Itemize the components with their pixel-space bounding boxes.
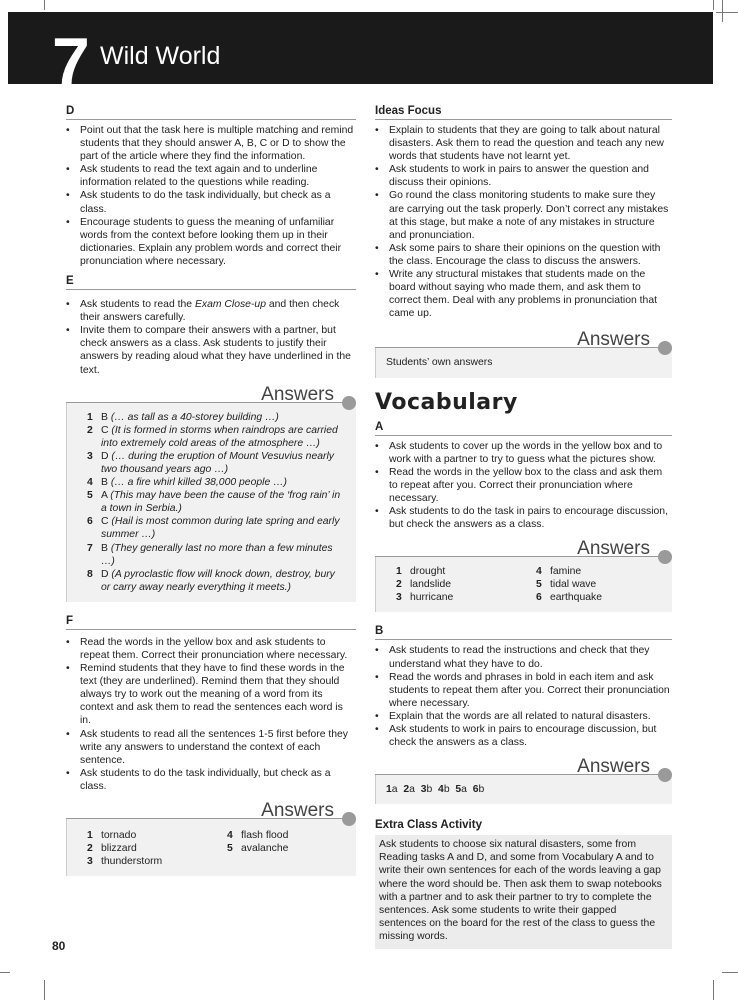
answer-item: 5 avalanche — [227, 843, 289, 855]
list-item: • Go round the class monitoring students to make sure they are carrying out the task properly. Don’t correct any mistakes at this stage, but make a note of any mistakes in structure and pronunciation. — [375, 189, 672, 241]
left-column — [66, 104, 356, 876]
crop-mark — [722, 0, 723, 22]
answer-text: Students’ own answers — [386, 357, 493, 369]
answer-item: 2 blizzard — [87, 843, 137, 855]
list-item: • Explain that the words are all related to natural disasters. — [375, 710, 672, 723]
unit-number: 7 — [52, 24, 88, 100]
answers-box-f — [66, 819, 356, 876]
answers-box-e — [66, 403, 356, 602]
list-item: • Ask students to do the task individually, but check as a class. — [66, 189, 356, 215]
answer-item: 5 tidal wave — [536, 579, 597, 591]
vocabulary-title: Vocabulary — [375, 389, 518, 415]
answers-box-vocab-a — [375, 557, 672, 612]
answer-item: 4 flash flood — [227, 830, 289, 842]
answer-row: 7 B (They generally last no more than a few minutes …) — [87, 542, 333, 567]
vocab-a-list — [375, 440, 672, 532]
list-item: • Ask students to read the Exam Close-up and then check their answers carefully. — [66, 298, 356, 324]
list-item: • Ask some pairs to share their opinions on the question with the class. Encourage the class to discuss the answers. — [375, 242, 672, 268]
list-item: • Read the words in the yellow box to the class and ask them to repeat after you. Correct their pronunciation where necessary. — [375, 466, 672, 505]
answer-row: 8 D (A pyroclastic flow will knock down, destroy, bury or carry away nearly everything it meets.) — [87, 568, 335, 593]
answer-row: 4 B (… a fire whirl killed 38,000 people …) — [87, 477, 287, 489]
answers-header-vocab-a — [375, 531, 672, 560]
crop-mark — [0, 972, 10, 973]
answers-header-ideas — [375, 322, 672, 351]
section-f-list — [66, 636, 356, 793]
answer-item: 5a — [455, 784, 467, 796]
answers-label: Answers — [261, 800, 334, 822]
extra-class-activity-heading: Extra Class Activity — [375, 819, 482, 832]
answer-item: 1 tornado — [87, 830, 137, 842]
list-item: • Ask students to work in pairs to answer the question and discuss their opinions. — [375, 163, 672, 189]
extra-class-activity-box — [375, 835, 672, 949]
answer-item: 6b — [472, 784, 485, 796]
answer-item: 4 famine — [536, 566, 582, 578]
crop-mark — [716, 12, 738, 13]
answer-item: 3 hurricane — [396, 592, 454, 604]
answer-row: 3 D (… during the eruption of Mount Vesuvius nearly two thousand years ago …) — [87, 450, 334, 475]
list-item: • Read the words and phrases in bold in each item and ask students to repeat them after you. Correct their pronunciation where necessary. — [375, 671, 672, 710]
answer-item: 1 drought — [396, 566, 446, 578]
answers-box-vocab-b — [375, 775, 672, 804]
answer-row: 6 C (Hail is most common during late spring and early summer …) — [87, 516, 340, 541]
crop-mark — [713, 0, 714, 10]
answers-header-vocab-b — [375, 749, 672, 778]
answer-item: 2 landslide — [396, 579, 452, 591]
vocab-b-list — [375, 644, 672, 749]
answer-item: 1a — [386, 784, 398, 796]
list-item: • Ask students to read all the sentences 1-5 first before they write any answers to understand the context of each sentence. — [66, 728, 356, 767]
answer-item: 6 earthquake — [536, 592, 602, 604]
answer-item: 4b — [438, 784, 450, 796]
answers-header-f — [66, 793, 356, 822]
section-heading-d: D — [66, 104, 356, 120]
extra-class-activity-text: Ask students to choose six natural disasters, some from Reading tasks A and D, and some from Vocabulary A and to write their own sentences for each of the words leaving a gap where the word should be. Then ask them to swap notebooks with a partner and to ask their partner to try to complete the sentences. Ask some students to write their gapped sentences on the board for the rest of the class to guess the missing words. — [379, 839, 662, 942]
crop-mark — [722, 972, 738, 973]
list-item: • Ask students to cover up the words in the yellow box and to work with a partner to try to guess what the pictures show. — [375, 440, 672, 466]
list-item: • Read the words in the yellow box and ask students to repeat them. Correct their pronunciation where necessary. — [66, 636, 356, 662]
answers-header-e — [66, 377, 356, 403]
right-column — [375, 104, 672, 949]
list-item: • Ask students to read the text again and to underline information related to the questions while reading. — [66, 163, 356, 189]
list-item: • Ask students to do the task individually, but check as a class. — [66, 767, 356, 793]
section-heading-e: E — [66, 274, 356, 290]
section-heading-f: F — [66, 614, 356, 630]
answers-label: Answers — [577, 538, 650, 560]
unit-title: Wild World — [100, 42, 221, 70]
crop-mark — [713, 980, 714, 1000]
answer-item: 3 thunderstorm — [87, 856, 163, 868]
list-item: • Explain to students that they are going to talk about natural disasters. Ask them to read the question and teach any new words that students have not learnt yet. — [375, 124, 672, 163]
list-item: • Encourage students to guess the meaning of unfamiliar words from the context before looking them up in their dictionaries. Explain any problem words and correct their pronunciation where necessary. — [66, 216, 356, 268]
list-item: • Ask students to do the task in pairs to encourage discussion, but check the answers as a class. — [375, 505, 672, 531]
answer-item: 3b — [420, 784, 433, 796]
list-item: • Ask students to work in pairs to encourage discussion, but check the answers as a class. — [375, 723, 672, 749]
answers-label: Answers — [577, 756, 650, 778]
answers-box-ideas — [375, 348, 672, 377]
section-heading-vocab-b: B — [375, 624, 672, 640]
list-item: • Remind students that they have to find these words in the text (they are underlined). Remind them that they should always try to work out the meaning of a word from its context and ask them to read the sentences each word is in. — [66, 662, 356, 727]
section-e-list — [66, 298, 356, 377]
section-d-list — [66, 124, 356, 268]
section-heading-ideas-focus: Ideas Focus — [375, 104, 672, 120]
exam-close-up-ref: Exam Close-up — [194, 299, 266, 311]
answer-row: 5 A (This may have been the cause of the ‘frog rain’ in a town in Serbia.) — [87, 490, 341, 515]
list-item: • Ask students to read the instructions and check that they understand what they have to do. — [375, 644, 672, 670]
crop-mark — [44, 980, 45, 1000]
answer-item: 2a — [403, 784, 415, 796]
page-number: 80 — [52, 939, 66, 953]
answers-dot-icon — [342, 812, 356, 826]
crop-mark — [44, 0, 45, 10]
answer-row: 1 B (… as tall as a 40-storey building …) — [87, 411, 279, 423]
section-heading-vocab-a: A — [375, 420, 672, 436]
list-item: • Write any structural mistakes that students made on the board without saying who made them, and ask them to correct them. Deal with any problems in pronunciation that came up. — [375, 268, 672, 320]
answers-label: Answers — [261, 383, 334, 405]
answers-dot-icon — [342, 396, 356, 410]
answer-row: 2 C (It is formed in storms when raindrops are carried into extremely cold areas of the atmosphere …) — [87, 424, 338, 449]
ideas-focus-list — [375, 124, 672, 320]
answers-label: Answers — [577, 329, 650, 351]
list-item: • Point out that the task here is multiple matching and remind students that they should answer A, B, C or D to show the part of the article where they find the information. — [66, 124, 356, 163]
list-item: • Invite them to compare their answers with a partner, but check answers as a class. Ask students to justify their answers by reading aloud what they have underlined in the text. — [66, 324, 356, 376]
